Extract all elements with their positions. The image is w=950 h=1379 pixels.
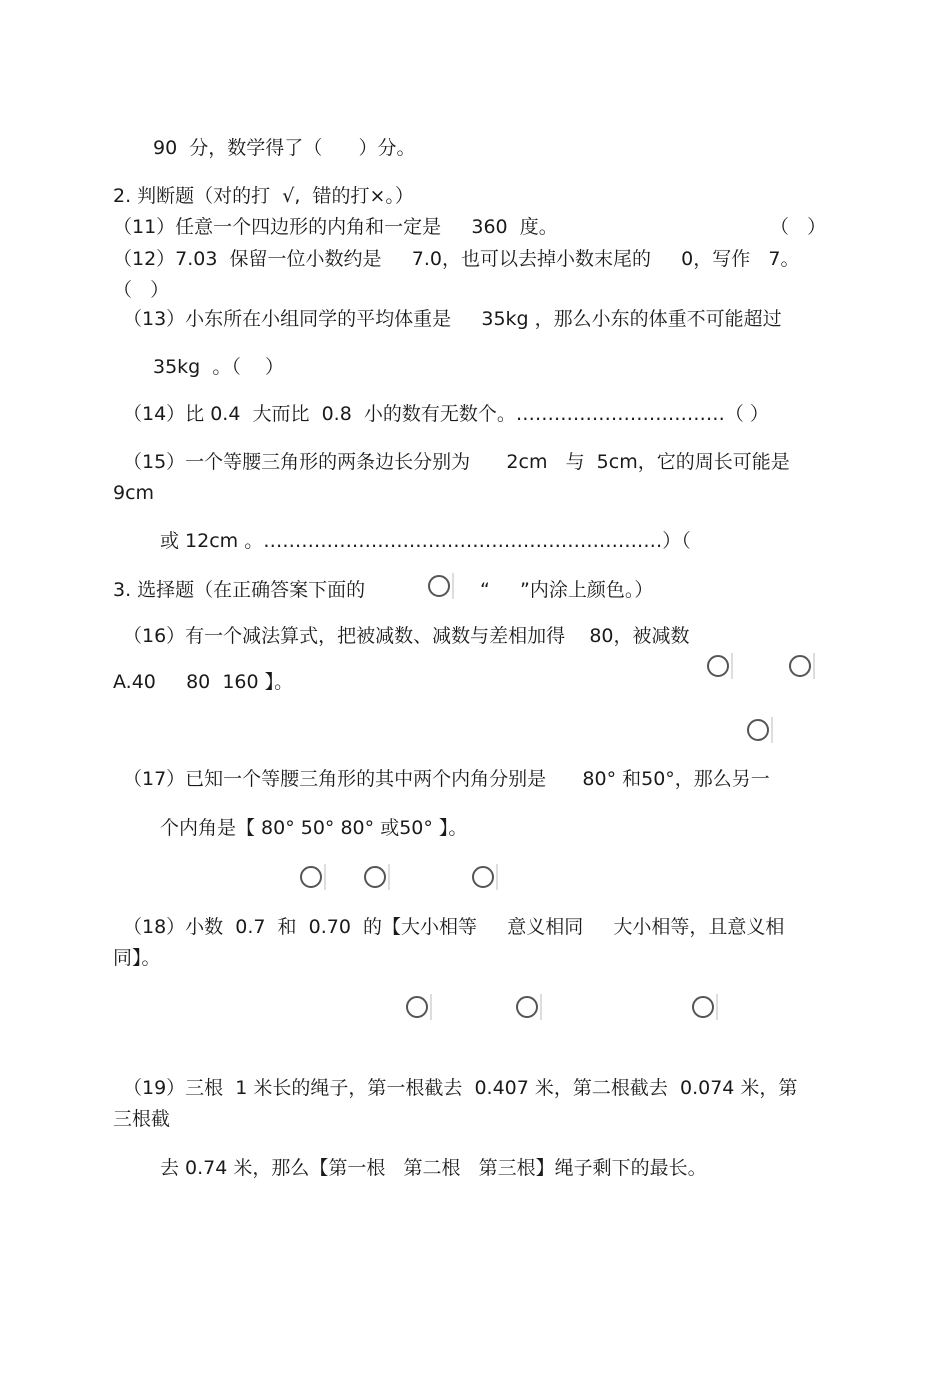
q18-option-circle[interactable] xyxy=(516,996,538,1018)
q15-text-cont: 9cm xyxy=(113,482,155,504)
q16-options: A.40 80 160 】。 xyxy=(113,671,294,693)
q18-text-cont: 同】。 xyxy=(113,947,161,969)
q18-text: （18）小数 0.7 和 0.70 的【大小相等 意义相同 大小相等，且意义相 xyxy=(123,916,785,938)
q11-text: （11）任意一个四边形的内角和一定是 360 度。 xyxy=(113,216,558,238)
q16-option-circle[interactable] xyxy=(747,719,769,741)
q19-options: 去 0.74 米，那么【第一根 第二根 第三根】绳子剩下的最长。 xyxy=(160,1157,707,1179)
q18-option-circle[interactable] xyxy=(692,996,714,1018)
q14-text: （14）比 0.4 大而比 0.8 小的数有无数个。……………………………（ ） xyxy=(123,403,769,425)
q19-text-cont: 三根截 xyxy=(113,1108,171,1130)
q17-option-circle[interactable] xyxy=(364,866,386,888)
q15-text-end: 或 12cm 。………………………………………………………）（ xyxy=(160,530,691,552)
q12-text: （12）7.03 保留一位小数约是 7.0，也可以去掉小数末尾的 0，写作 7。 xyxy=(113,248,800,270)
q13-text: （13）小东所在小组同学的平均体重是 35kg ，那么小东的体重不可能超过 xyxy=(123,308,782,330)
q13-text-cont: 35kg 。（ ） xyxy=(153,356,284,378)
q11-answer-blank: （ ） xyxy=(770,216,827,238)
q17-option-circle[interactable] xyxy=(472,866,494,888)
section-2-heading: 2. 判断题（对的打 √, 错的打×。） xyxy=(113,185,414,207)
q16-option-circle[interactable] xyxy=(789,655,811,677)
q12-answer-blank: （ ） xyxy=(113,279,170,301)
q18-option-circle[interactable] xyxy=(406,996,428,1018)
q10-continuation: 90 分，数学得了（ ）分。 xyxy=(153,137,416,159)
q16-text: （16）有一个减法算式，把被减数、减数与差相加得 80，被减数 xyxy=(123,625,690,647)
q16-option-circle[interactable] xyxy=(707,655,729,677)
q15-text: （15）一个等腰三角形的两条边长分别为 2cm 与 5cm，它的周长可能是 xyxy=(123,451,790,473)
section-3-heading-end: “ ”内涂上颜色。） xyxy=(480,579,654,601)
section-3-heading: 3. 选择题（在正确答案下面的 xyxy=(113,579,366,601)
circle-icon xyxy=(428,575,450,597)
q17-options: 个内角是【 80° 50° 80° 或50° 】。 xyxy=(160,817,468,839)
q19-text: （19）三根 1 米长的绳子，第一根截去 0.407 米，第二根截去 0.074 米，第 xyxy=(123,1077,798,1099)
q17-option-circle[interactable] xyxy=(300,866,322,888)
q17-text: （17）已知一个等腰三角形的其中两个内角分别是 80° 和50°，那么另一 xyxy=(123,768,770,790)
